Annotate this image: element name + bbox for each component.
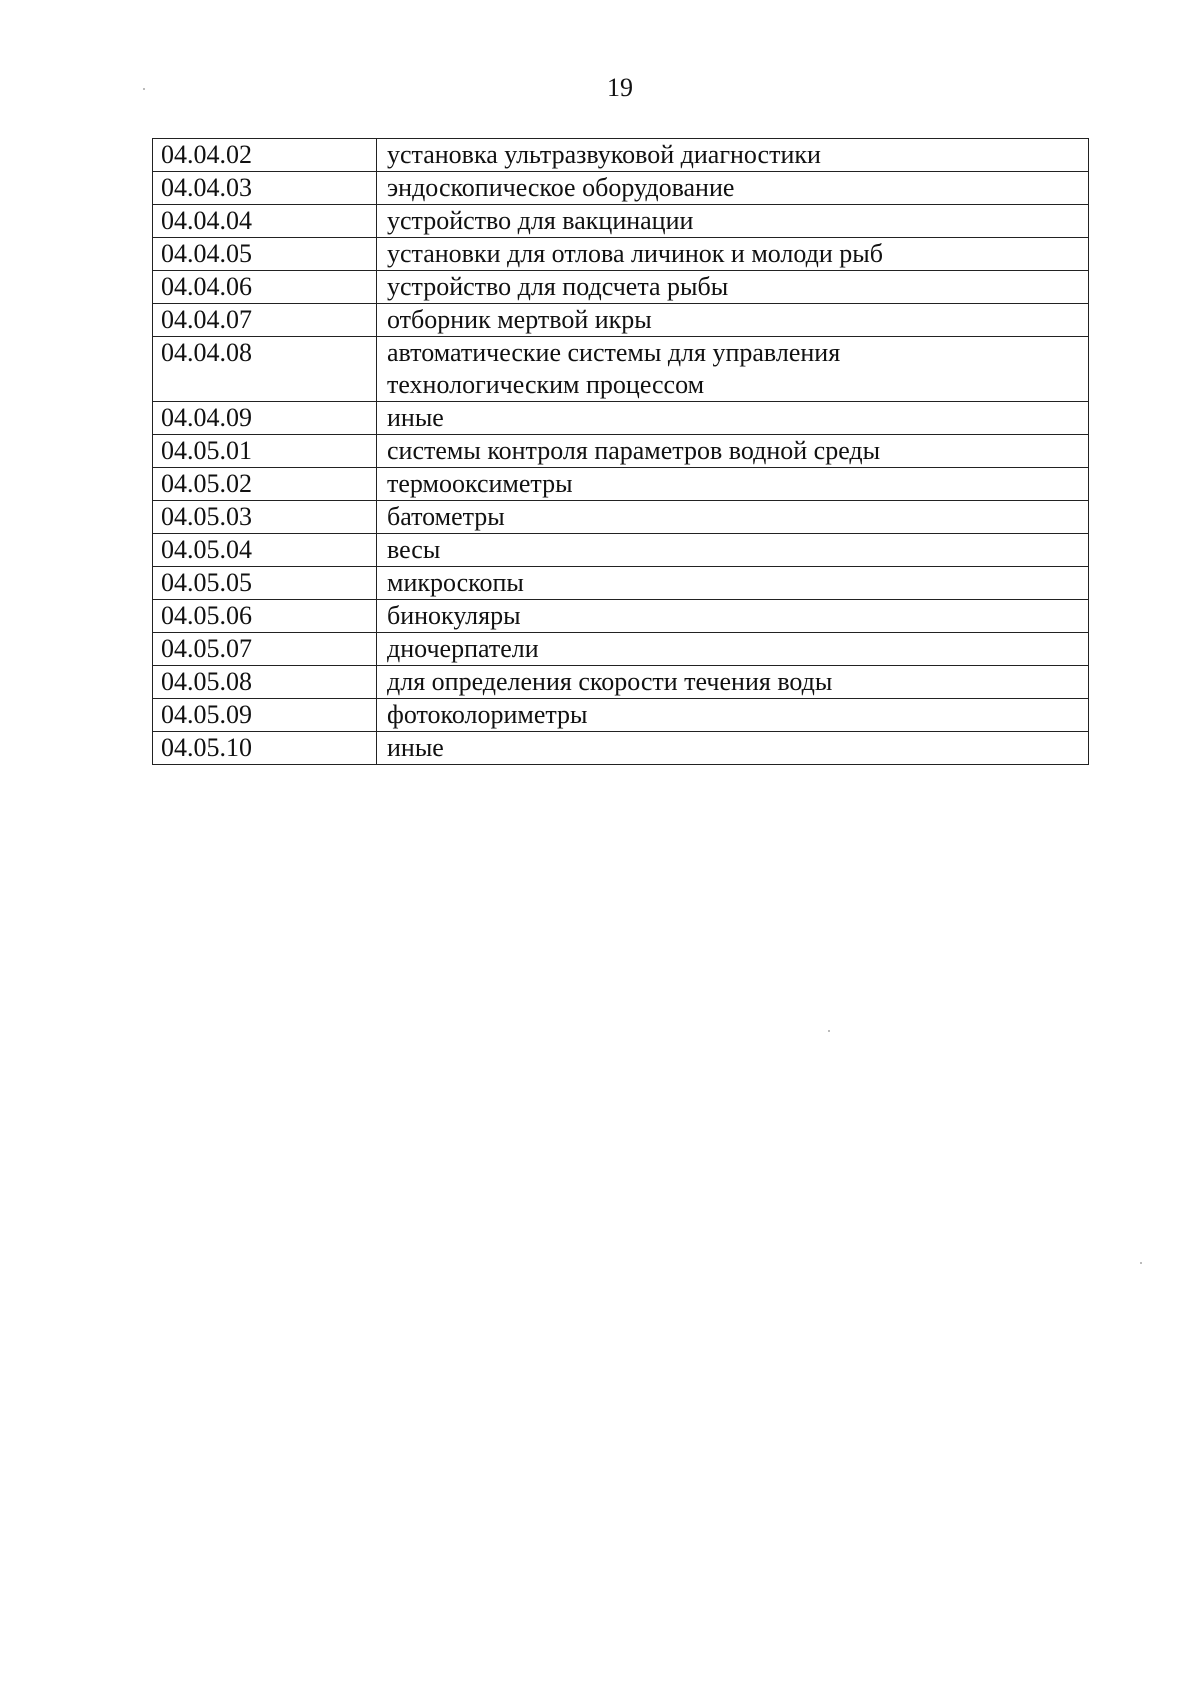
table-row <box>153 205 1089 238</box>
description-cell: системы контроля параметров водной среды <box>377 435 1089 468</box>
scan-speck <box>828 1030 830 1032</box>
table-row <box>153 238 1089 271</box>
description-cell: бинокуляры <box>377 600 1089 633</box>
description-cell: термооксиметры <box>377 468 1089 501</box>
table-row <box>153 304 1089 337</box>
code-cell: 04.04.06 <box>153 271 377 304</box>
description-cell: микроскопы <box>377 567 1089 600</box>
table-row <box>153 567 1089 600</box>
description-cell: дночерпатели <box>377 633 1089 666</box>
table-row <box>153 732 1089 765</box>
code-cell: 04.04.07 <box>153 304 377 337</box>
code-cell: 04.04.03 <box>153 172 377 205</box>
table-row <box>153 271 1089 304</box>
table-row <box>153 402 1089 435</box>
code-cell: 04.05.09 <box>153 699 377 732</box>
scan-speck <box>143 88 145 90</box>
table-row <box>153 139 1089 172</box>
table-row <box>153 633 1089 666</box>
table-row <box>153 666 1089 699</box>
scan-speck <box>1140 1262 1142 1264</box>
code-cell: 04.04.08 <box>153 337 377 402</box>
page-number: 19 <box>607 73 633 102</box>
table-row <box>153 172 1089 205</box>
equipment-table <box>152 138 1089 765</box>
description-cell: батометры <box>377 501 1089 534</box>
code-cell: 04.05.07 <box>153 633 377 666</box>
code-cell: 04.05.10 <box>153 732 377 765</box>
code-cell: 04.05.03 <box>153 501 377 534</box>
description-cell: эндоскопическое оборудование <box>377 172 1089 205</box>
description-cell: весы <box>377 534 1089 567</box>
description-cell: устройство для вакцинации <box>377 205 1089 238</box>
table-row <box>153 337 1089 402</box>
table-row <box>153 534 1089 567</box>
code-cell: 04.05.01 <box>153 435 377 468</box>
code-cell: 04.04.04 <box>153 205 377 238</box>
description-cell: отборник мертвой икры <box>377 304 1089 337</box>
table-row <box>153 435 1089 468</box>
description-cell: иные <box>377 402 1089 435</box>
description-line: автоматические системы для управления <box>387 338 841 367</box>
description-cell: установка ультразвуковой диагностики <box>377 139 1089 172</box>
table-row <box>153 600 1089 633</box>
table-row <box>153 699 1089 732</box>
equipment-table-body <box>153 139 1089 765</box>
table-row <box>153 468 1089 501</box>
code-cell: 04.05.04 <box>153 534 377 567</box>
description-cell: для определения скорости течения воды <box>377 666 1089 699</box>
code-cell: 04.05.02 <box>153 468 377 501</box>
code-cell: 04.04.05 <box>153 238 377 271</box>
code-cell: 04.04.02 <box>153 139 377 172</box>
description-cell: иные <box>377 732 1089 765</box>
description-cell: установки для отлова личинок и молоди рыб <box>377 238 1089 271</box>
description-cell <box>377 337 1089 402</box>
description-line: технологическим процессом <box>387 370 705 399</box>
code-cell: 04.05.05 <box>153 567 377 600</box>
code-cell: 04.04.09 <box>153 402 377 435</box>
table-row <box>153 501 1089 534</box>
description-cell: фотоколориметры <box>377 699 1089 732</box>
description-cell: устройство для подсчета рыбы <box>377 271 1089 304</box>
code-cell: 04.05.06 <box>153 600 377 633</box>
code-cell: 04.05.08 <box>153 666 377 699</box>
